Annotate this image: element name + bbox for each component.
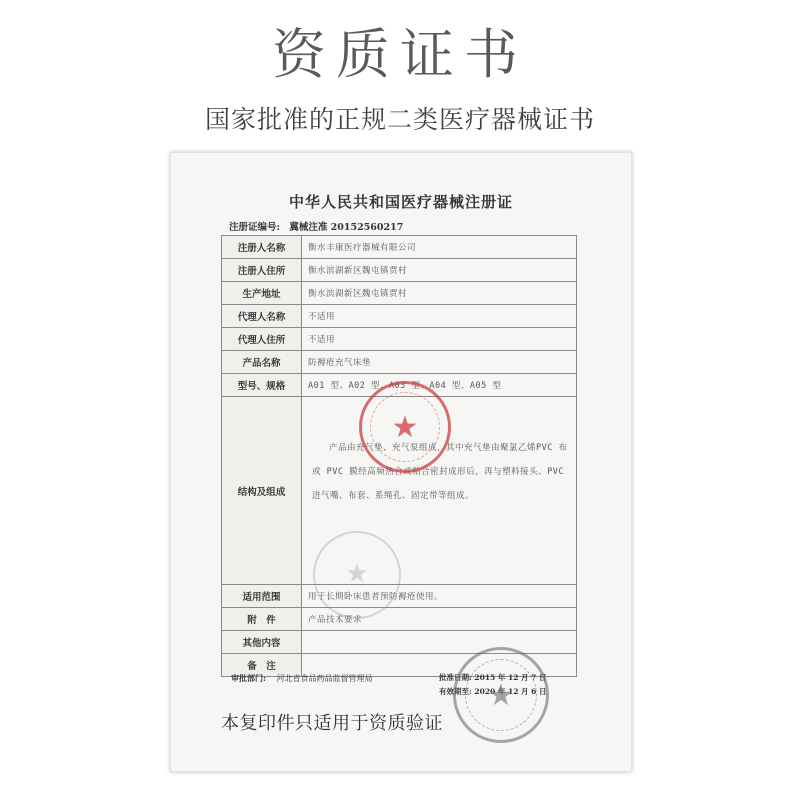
approval-authority-label: 审批部门: bbox=[231, 673, 266, 683]
certificate-title: 中华人民共和国医疗器械注册证 bbox=[288, 193, 513, 211]
page-title: 资质证书 bbox=[272, 23, 528, 86]
copy-validity-note: 本复印件只适用于资质验证 bbox=[221, 713, 443, 734]
approval-date: 批准日期: 2015 年 12 月 7 日 bbox=[439, 673, 547, 682]
seal-star-icon: ★ bbox=[391, 410, 419, 445]
field-label-remarks: 备 注 bbox=[222, 654, 302, 677]
field-label-production-address: 生产地址 bbox=[222, 282, 302, 305]
registration-number-value: 冀械注准 20152560217 bbox=[289, 222, 404, 233]
field-value-registrant-address: 衡水滨湖新区魏屯镇贾村 bbox=[302, 259, 577, 282]
field-value-registrant-name: 衡水丰康医疗器械有限公司 bbox=[302, 236, 577, 259]
faint-seal-icon bbox=[313, 531, 401, 619]
field-label-scope: 适用范围 bbox=[222, 585, 302, 608]
field-label-other: 其他内容 bbox=[222, 631, 302, 654]
field-label-registrant-address: 注册人住所 bbox=[222, 259, 302, 282]
table-row bbox=[222, 328, 577, 351]
table-row bbox=[222, 351, 577, 374]
field-label-product-name: 产品名称 bbox=[222, 351, 302, 374]
valid-until-date: 有效期至: 2020 年 12 月 6 日 bbox=[439, 687, 547, 696]
table-row bbox=[222, 236, 577, 259]
field-label-registrant-name: 注册人名称 bbox=[222, 236, 302, 259]
table-row bbox=[222, 282, 577, 305]
table-row bbox=[222, 631, 577, 654]
field-value-agent-address: 不适用 bbox=[302, 328, 577, 351]
field-value-model-spec: A01 型、A02 型、A03 型、A04 型、A05 型 bbox=[302, 374, 577, 397]
field-label-agent-name: 代理人名称 bbox=[222, 305, 302, 328]
seal-star-icon: ★ bbox=[487, 678, 515, 713]
red-official-seal-icon bbox=[359, 381, 451, 473]
field-value-other bbox=[302, 631, 577, 654]
approval-authority-value: 河北省食品药品监督管理局 bbox=[276, 674, 373, 683]
table-row bbox=[222, 305, 577, 328]
field-value-production-address: 衡水滨湖新区魏屯镇贾村 bbox=[302, 282, 577, 305]
certificate-scan bbox=[170, 152, 632, 772]
field-value-product-name: 防褥疮充气床垫 bbox=[302, 351, 577, 374]
page-subtitle: 国家批准的正规二类医疗器械证书 bbox=[204, 105, 595, 134]
registration-number-label: 注册证编号: bbox=[229, 222, 281, 233]
table-row bbox=[222, 259, 577, 282]
field-value-structure: 产品由充气垫、充气泵组成，其中充气垫由聚氯乙烯PVC 布或 PVC 膜经高频热合或粘合密封成形后，再与塑料接头、PVC 进气嘴、布套、系绳孔、固定带等组成。 bbox=[302, 397, 577, 585]
seal-star-icon: ★ bbox=[345, 559, 369, 589]
authority-seal-icon bbox=[453, 647, 549, 743]
field-label-agent-address: 代理人住所 bbox=[222, 328, 302, 351]
field-value-attachment: 产品技术要求 bbox=[302, 608, 577, 631]
field-label-structure: 结构及组成 bbox=[222, 397, 302, 585]
field-value-scope: 用于长期卧床患者预防褥疮使用。 bbox=[302, 585, 577, 608]
field-value-agent-name: 不适用 bbox=[302, 305, 577, 328]
field-label-attachment: 附 件 bbox=[222, 608, 302, 631]
registration-number-row bbox=[229, 219, 403, 233]
table-row bbox=[222, 608, 577, 631]
field-label-model-spec: 型号、规格 bbox=[222, 374, 302, 397]
